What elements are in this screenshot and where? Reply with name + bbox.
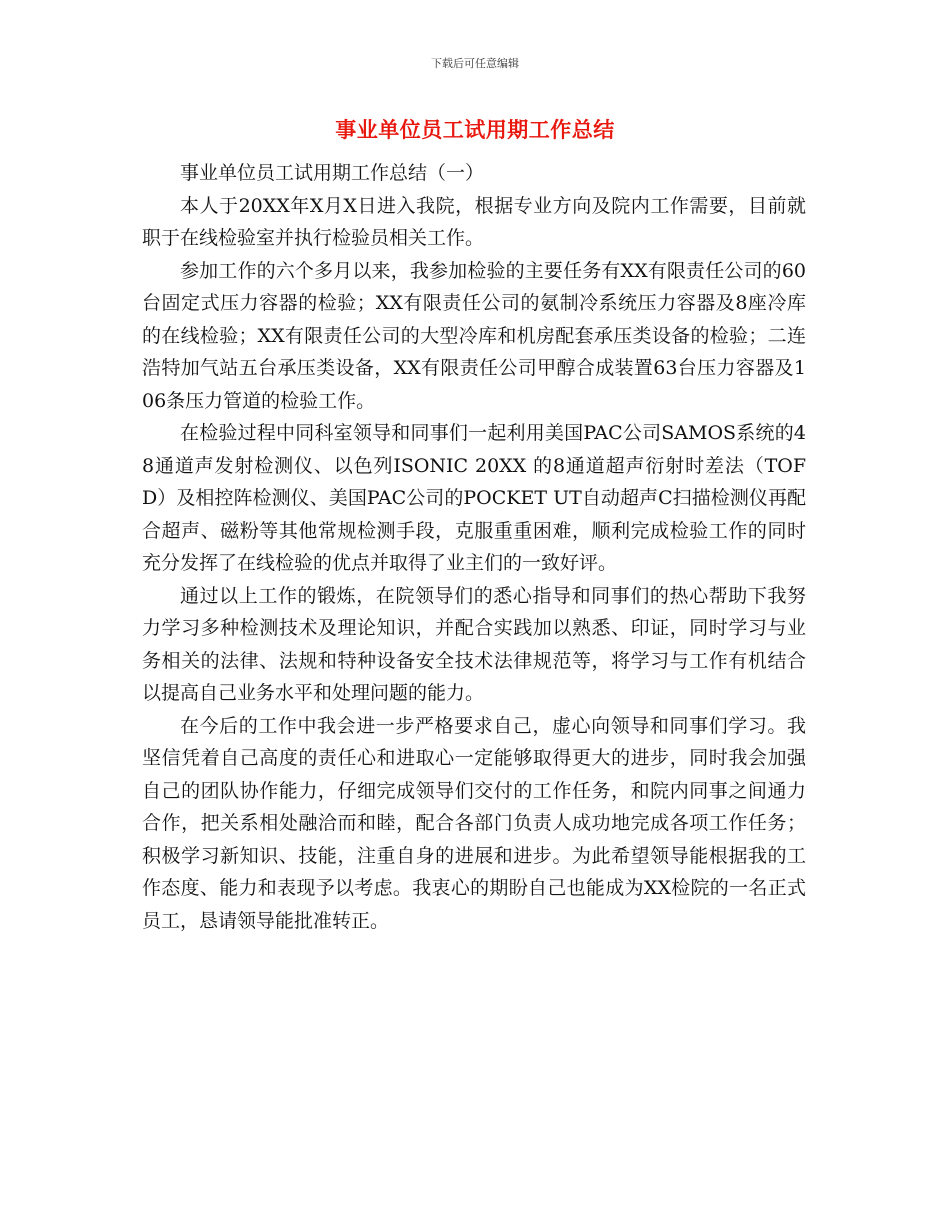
document-title: 事业单位员工试用期工作总结	[335, 117, 615, 142]
subtitle-paragraph: 事业单位员工试用期工作总结（一）	[180, 162, 485, 184]
document-body	[142, 157, 806, 937]
header-note: 下载后可任意编辑	[431, 57, 519, 70]
body-paragraph: 参加工作的六个多月以来，我参加检验的主要任务有XX有限责任公司的60台固定式压力容器的检验；XX有限责任公司的氨制冷系统压力容器及8座冷库的在线检验；XX有限责任公司的大型冷库和机房配套承压类设备的检验；二连浩特加气站五台承压类设备，XX有限责任公司甲醇合成装置63台压力容器及106条压力管道的检验工作。	[142, 259, 806, 412]
body-paragraph: 本人于20XX年X月X日进入我院，根据专业方向及院内工作需要，目前就职于在线检验室并执行检验员相关工作。	[142, 194, 806, 249]
body-paragraph: 在检验过程中同科室领导和同事们一起利用美国PAC公司SAMOS系统的48通道声发射检测仪、以色列ISONIC 20XX 的8通道超声衍射时差法（TOFD）及相控阵检测仪、美国PAC公司的POCKET UT自动超声C扫描检测仪再配合超声、磁粉等其他常规检测手段，克服重重困难，顺利完成检验工作的同时充分发挥了在线检验的优点并取得了业主们的一致好评。	[142, 422, 806, 574]
body-paragraph: 在今后的工作中我会进一步严格要求自己，虚心向领导和同事们学习。我坚信凭着自己高度的责任心和进取心一定能够取得更大的进步，同时我会加强自己的团队协作能力，仔细完成领导们交付的工作任务，和院内同事之间通力合作，把关系相处融洽而和睦，配合各部门负责人成功地完成各项工作任务；积极学习新知识、技能，注重自身的进展和进步。为此希望领导能根据我的工作态度、能力和表现予以考虑。我衷心的期盼自己也能成为XX检院的一名正式员工，恳请领导能批准转正。	[142, 714, 806, 932]
body-paragraph: 通过以上工作的锻炼，在院领导们的悉心指导和同事们的热心帮助下我努力学习多种检测技术及理论知识，并配合实践加以熟悉、印证，同时学习与业务相关的法律、法规和特种设备安全技术法律规范等，将学习与工作有机结合以提高自己业务水平和处理问题的能力。	[142, 584, 806, 704]
